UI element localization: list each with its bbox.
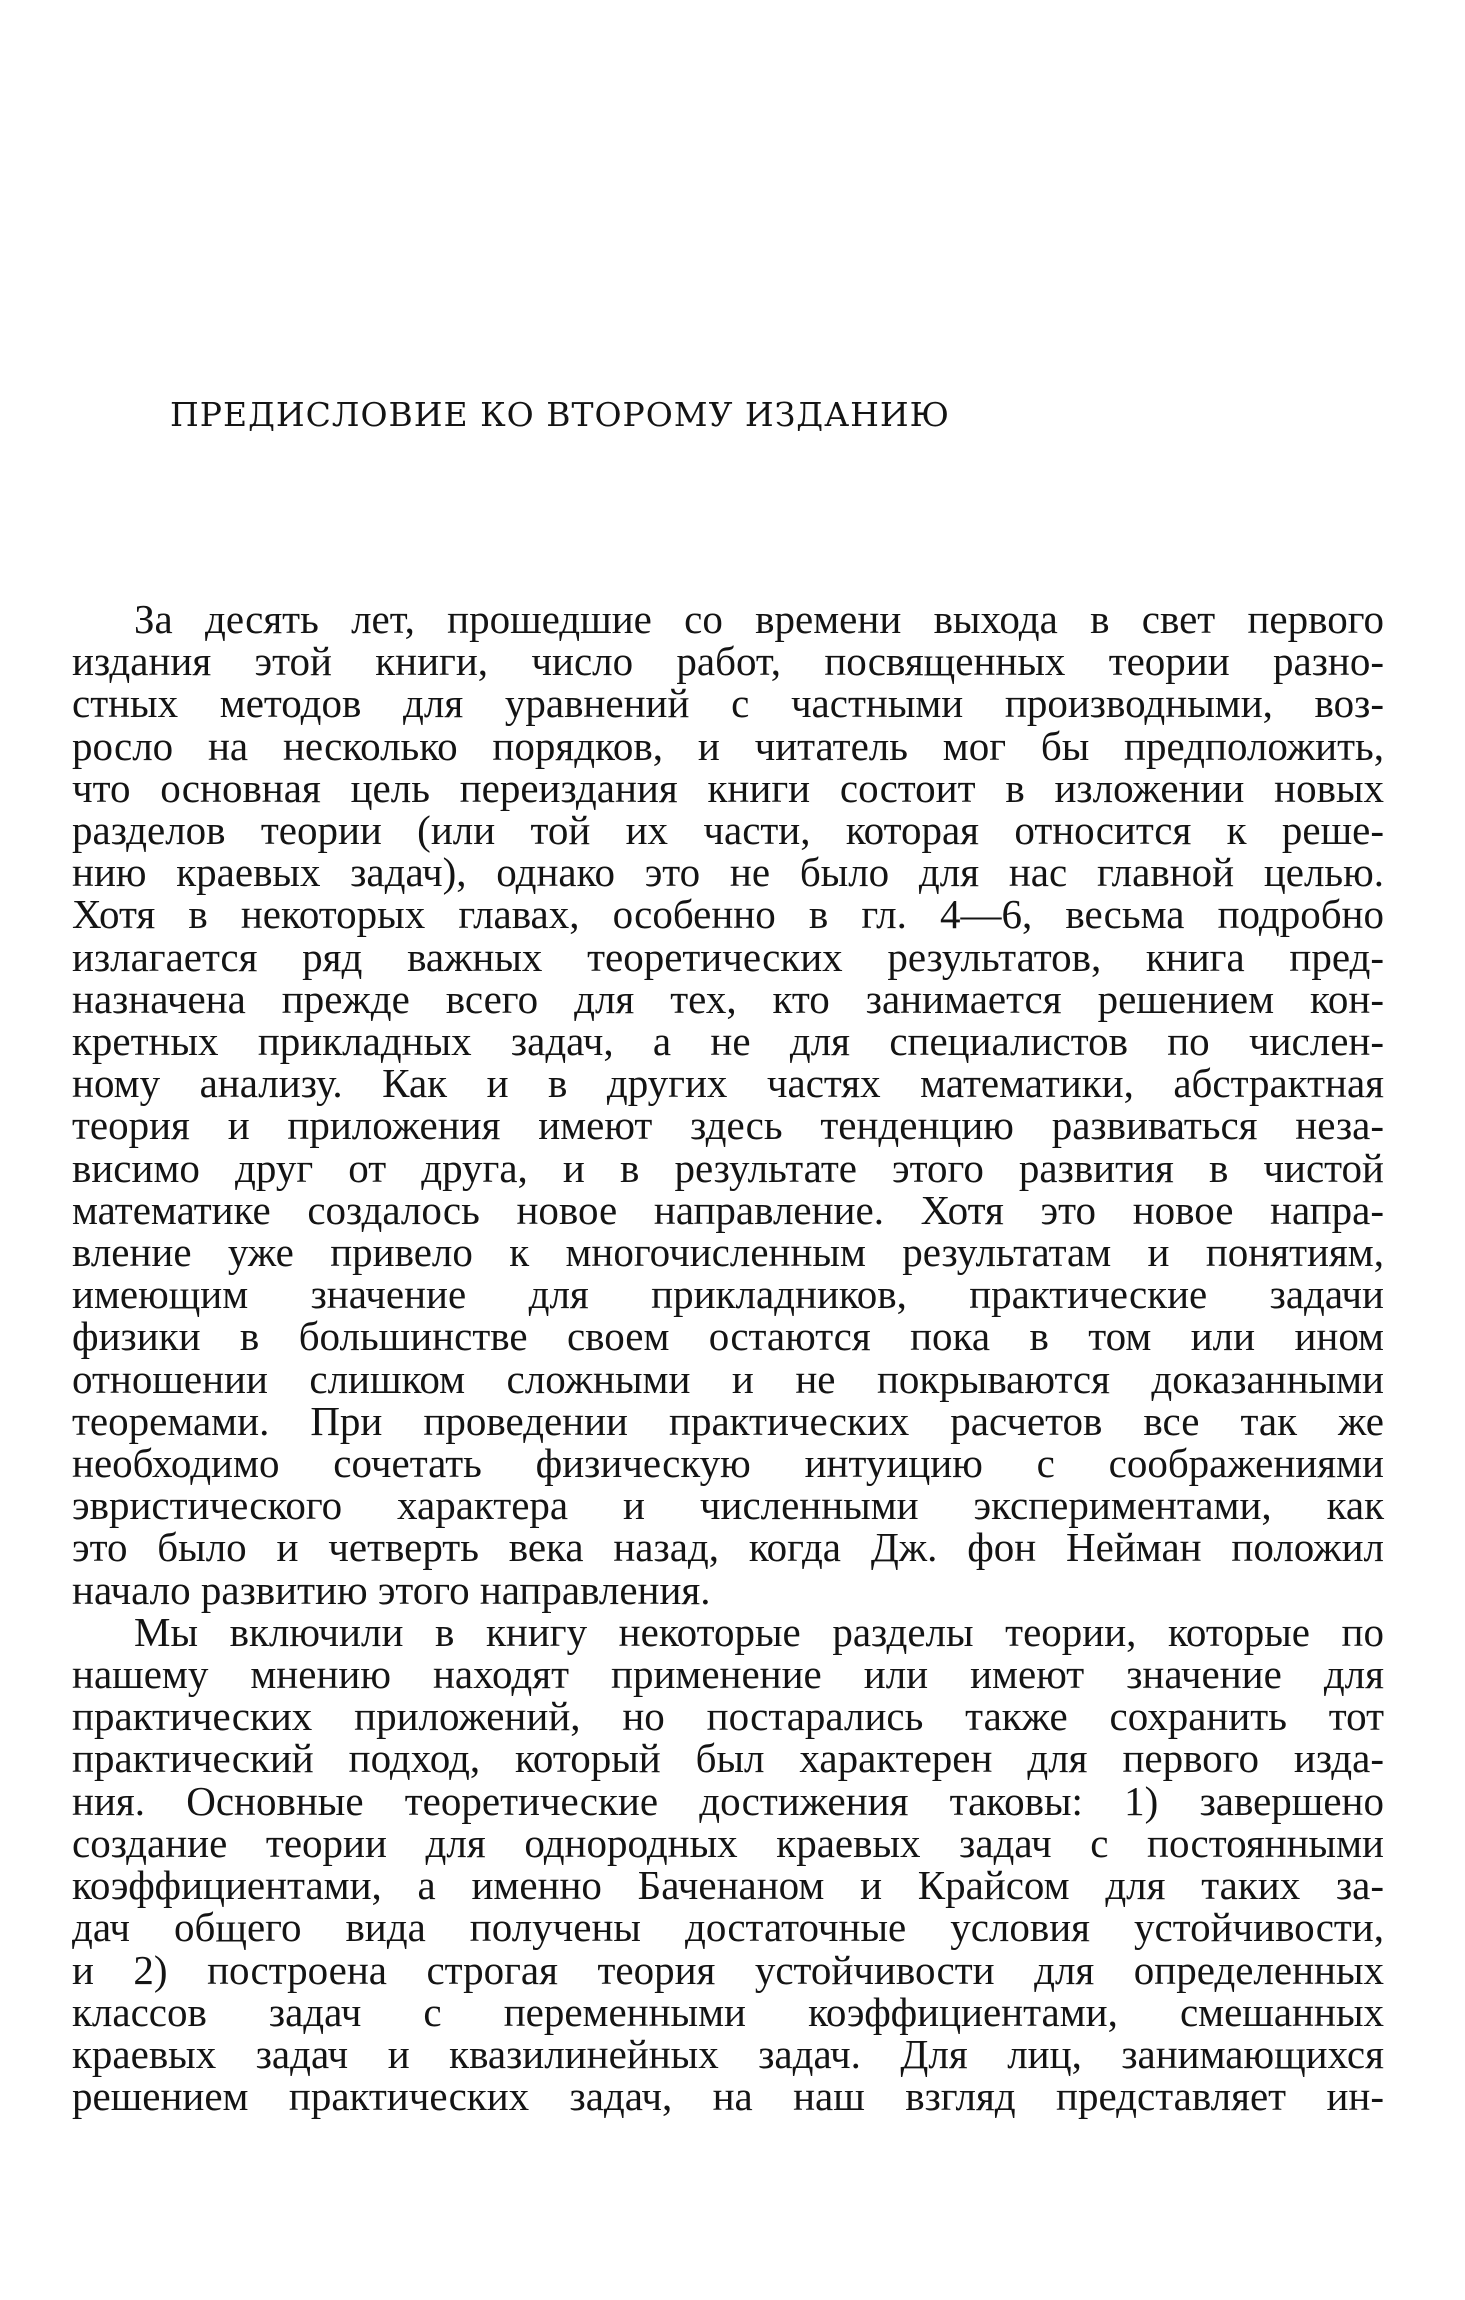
text-line: физики в большинстве своем остаются пока в том или ином [72, 1313, 1384, 1360]
text-line: кретных прикладных задач, а не для специалистов по числен- [72, 1018, 1384, 1065]
text-line: излагается ряд важных теоретических результатов, книга пред- [72, 933, 1384, 980]
text-line: решением практических задач, на наш взгляд представляет ин- [72, 2073, 1384, 2120]
text-line: назначена прежде всего для тех, кто занимается решением кон- [72, 975, 1384, 1022]
text-line: имеющим значение для прикладников, практические задачи [72, 1271, 1384, 1318]
text-line: ния. Основные теоретические достижения таковы: 1) завершено [72, 1777, 1384, 1824]
text-line: необходимо сочетать физическую интуицию с соображениями [72, 1440, 1384, 1487]
text-line: краевых задач и квазилинейных задач. Для лиц, занимающихся [72, 2030, 1384, 2077]
text-line: разделов теории (или той их части, которая относится к реше- [72, 807, 1384, 854]
text-line: Мы включили в книгу некоторые разделы теории, которые по [134, 1608, 1384, 1655]
text-line: вление уже привело к многочисленным результатам и понятиям, [72, 1229, 1384, 1276]
page-heading: ПРЕДИСЛОВИЕ КО ВТОРОМУ ИЗДАНИЮ [170, 395, 951, 434]
text-line: практический подход, который был характерен для первого изда- [72, 1735, 1384, 1782]
text-line: дач общего вида получены достаточные условия устойчивости, [72, 1904, 1384, 1951]
text-line: издания этой книги, число работ, посвященных теории разно- [72, 638, 1384, 685]
text-line: практических приложений, но постарались также сохранить тот [72, 1693, 1384, 1740]
text-line: математике создалось новое направление. Хотя это новое напра- [72, 1186, 1384, 1233]
body-text [72, 596, 1384, 2120]
text-line: теоремами. При проведении практических расчетов все так же [72, 1397, 1384, 1444]
text-line: коэффициентами, а именно Баченаном и Крайсом для таких за- [72, 1862, 1384, 1909]
text-line: Хотя в некоторых главах, особенно в гл. 4—6, весьма подробно [72, 891, 1384, 938]
text-line: классов задач с переменными коэффициентами, смешанных [72, 1988, 1384, 2035]
text-line: нию краевых задач), однако это не было для нас главной целью. [72, 849, 1384, 896]
text-line: эвристического характера и численными экспериментами, как [72, 1482, 1384, 1529]
text-line: и 2) построена строгая теория устойчивости для определенных [72, 1946, 1384, 1993]
paragraph [72, 1608, 1384, 2120]
text-line: начало развитию этого направления. [72, 1566, 711, 1613]
text-line: теория и приложения имеют здесь тенденцию развиваться неза- [72, 1102, 1384, 1149]
text-line: стных методов для уравнений с частными производными, воз- [72, 680, 1384, 727]
text-line: висимо друг от друга, и в результате этого развития в чистой [72, 1144, 1384, 1191]
text-line: росло на несколько порядков, и читатель мог бы предположить, [72, 722, 1384, 769]
text-line: За десять лет, прошедшие со времени выхода в свет первого [134, 596, 1384, 642]
text-line: создание теории для однородных краевых задач с постоянными [72, 1819, 1384, 1866]
text-line: это было и четверть века назад, когда Дж. фон Нейман положил [72, 1524, 1384, 1571]
text-line: отношении слишком сложными и не покрываются доказанными [72, 1355, 1384, 1402]
text-line: ному анализу. Как и в других частях математики, абстрактная [72, 1060, 1384, 1107]
paragraph [72, 598, 1384, 1611]
text-line: нашему мнению находят применение или имеют значение для [72, 1651, 1384, 1698]
text-line: что основная цель переиздания книги состоит в изложении новых [72, 764, 1384, 811]
